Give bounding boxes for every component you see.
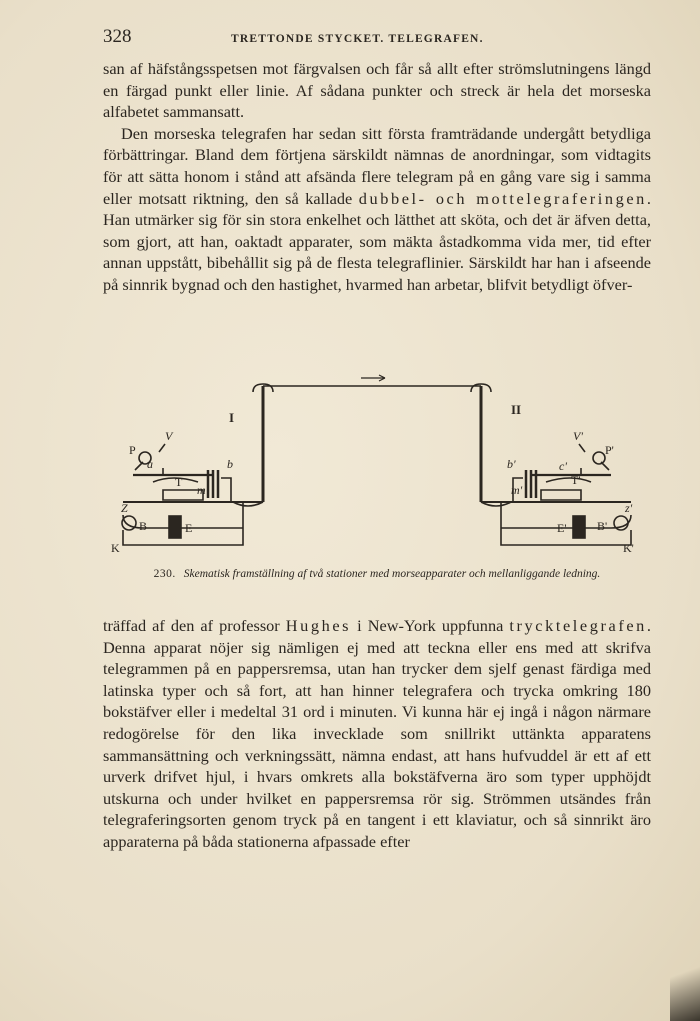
label-b: b (227, 457, 233, 471)
paragraph-text: san af häfstångsspetsen mot färgvalsen och får så allt efter strömslutningens längd en färgad punkt eller linie. Af sådana punkter och streck är hela det morseska alfabetet sammansatt. (103, 59, 651, 122)
paragraph-hughes-telegraph (103, 615, 651, 853)
paragraph-text: . Han utmärker sig för sin stora enkelhet och lätthet att sköta, och det är äfven detta, som gjort, att han, oaktadt apparater, som mäkta åstadkomma vida mer, tid efter annan uppstått, bibehållit sig på de flesta telegraflinier. Särskildt har han i afseende på sinnrik bygnad och den hastighet, hvarmed han arbetar, blifvit betydligt öfver- (103, 188, 651, 294)
spaced-term-dubbel-och-mottelegrafering: dubbel- och mottelegraferingen (358, 188, 647, 208)
paragraph-text: träffad af den af professor (103, 616, 286, 635)
earth-plate-left (169, 516, 181, 538)
figure-caption-text: Skematisk framställning af två stationer med morseapparater och mellanliggande ledning. (183, 568, 601, 580)
label-P-prime: P' (605, 443, 614, 457)
label-K-prime: K' (623, 541, 634, 555)
paragraph-morse-telegraph (103, 123, 651, 296)
paragraph-text: . Denna apparat nöjer sig nämligen ej med att teckna eller ens med att skrifva telegrammen på en pappersremsa, utan han trycker dem sjelf genast färdiga med latinska typer och så fort, att han hinner telegrafera och trycka omkring 180 bokstäfver eller i medeltal 31 ord i minuten. Vi kunna här ej ingå i någon närmare redogörelse för den lika invecklade som snillrikt uttänkta apparatens sammansättning och verkningssätt, nämna endast, att hans hufvuddel är ett af ett urverk drifvet hjul, i hvars omkrets alla bokstäfverna äro som typer upphöjdt utskurna och under hvilket en pappersremsa rör sig. Strömmen utsändes från telegraferingsorten genom tryck på en tangent i ett klaviatur, och så sinnrikt äro apparaterna på båda stationerna afpassade efter (103, 616, 651, 851)
figure-number: 230. (153, 568, 176, 580)
label-K: K (111, 541, 120, 555)
label-V: V (165, 429, 173, 443)
paragraph-text: Den morseska telegrafen har sedan sitt första framträdande undergått betydliga förbättringar. Bland dem förtjena särskildt nämnas de anordningar, som vidtagits för att sätta honom i stånd att afsända flere telegram på en gång vare sig i samma eller motsatt riktning, den så kallade (103, 123, 651, 208)
figure-telegraph-stations (103, 370, 651, 570)
label-m: m (197, 483, 206, 497)
body-text-bottom (103, 615, 651, 853)
label-Z: Z (121, 501, 128, 515)
label-a: a (147, 457, 153, 471)
label-B-prime: B' (597, 519, 608, 533)
label-b-prime: b' (507, 457, 516, 471)
spaced-term-trycktelegrafen: trycktelegrafen (509, 616, 647, 635)
label-m-prime: m' (511, 483, 523, 497)
label-V-prime: V' (573, 429, 583, 443)
label-station-2: II (511, 402, 522, 417)
label-B: B (139, 519, 148, 533)
label-T: T (175, 475, 183, 489)
running-title: TRETTONDE STYCKET. TELEGRAFEN. (231, 33, 484, 45)
battery-left (122, 516, 136, 530)
label-E-prime: E' (557, 521, 567, 535)
page-header (103, 26, 650, 48)
battery-right (614, 516, 628, 530)
label-E: E (185, 521, 193, 535)
label-P: P (129, 443, 136, 457)
label-z-prime: z' (625, 501, 633, 515)
label-T-prime: T' (571, 473, 581, 487)
page-number: 328 (103, 26, 132, 47)
earth-plate-right (573, 516, 585, 538)
label-station-1: I (229, 410, 235, 425)
page-corner-shadow (670, 941, 700, 1021)
paragraph-continuation (103, 58, 651, 123)
key-base-right (541, 490, 581, 500)
spaced-name-hughes: Hughes (285, 616, 352, 635)
telegraph-diagram (103, 370, 651, 565)
figure-caption (103, 566, 651, 583)
paragraph-text: i New-York uppfunna (351, 616, 510, 635)
body-text-top (103, 58, 651, 296)
label-c-prime: c' (559, 459, 567, 473)
